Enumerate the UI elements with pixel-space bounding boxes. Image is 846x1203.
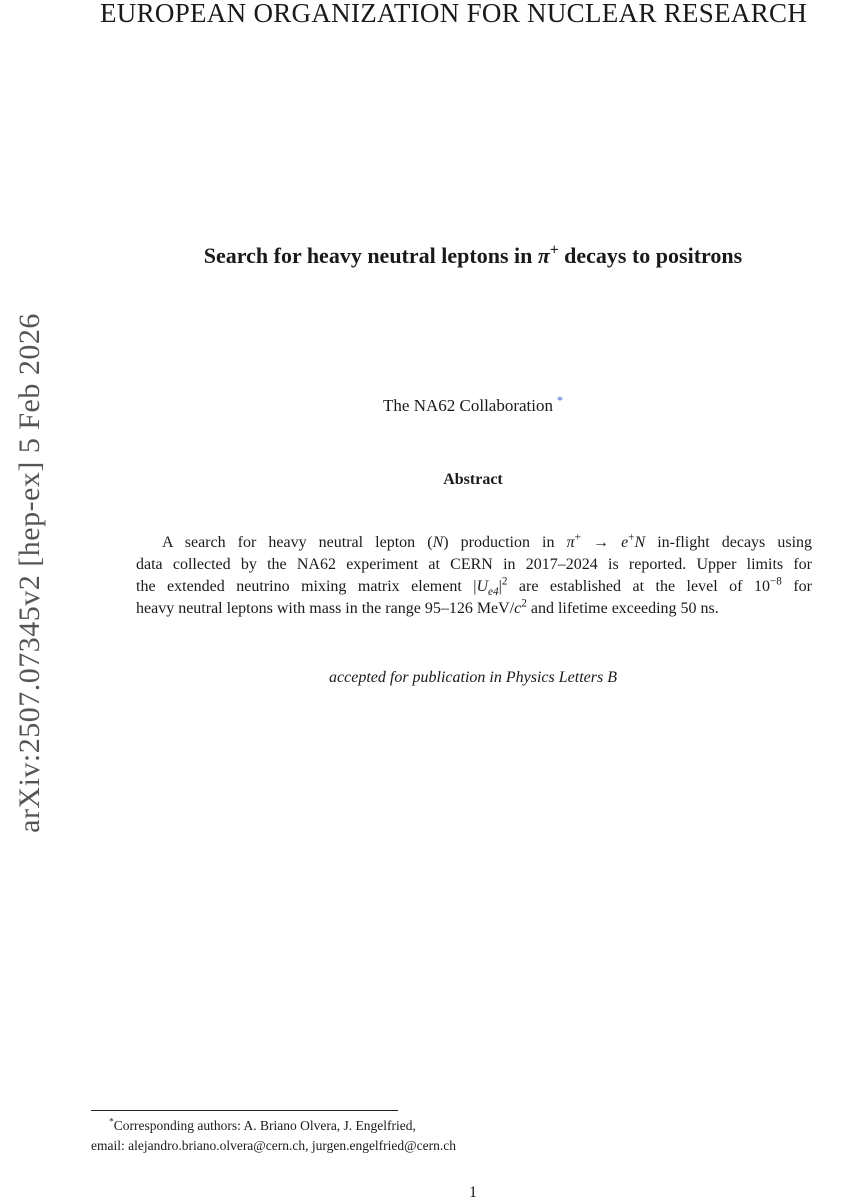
abstract-line-2: data collected by the NA62 experiment at CERN in 2017–2024 is reported. Upper limits for: [136, 556, 812, 573]
abstract-line-4: heavy neutral leptons with mass in the range 95–126 MeV/$c^2$ and lifetime exceeding 50 ns.: [136, 597, 719, 617]
footnote-divider: [91, 1110, 398, 1111]
page-number: 1: [469, 1184, 477, 1201]
abstract-line-3: the extended neutrino mixing matrix element $|U_{e4}|^2$ are established at the level of $10^{-8}$ for: [136, 575, 813, 599]
title-suffix: decays to positrons: [558, 243, 743, 268]
abstract-body: [136, 532, 812, 620]
collaboration-name: The NA62 Collaboration: [383, 396, 553, 415]
footnote-email-line[interactable]: email: alejandro.briano.olvera@cern.ch, jurgen.engelfried@cern.ch: [91, 1138, 456, 1153]
abstract-line-1: A search for heavy neutral lepton (N) production in π+ → e+N in-flight decays using: [162, 531, 813, 551]
publication-note: accepted for publication in Physics Letters B: [329, 669, 617, 686]
title-pi-charge: +: [549, 241, 559, 259]
abstract-heading: Abstract: [443, 471, 503, 488]
organization-header: EUROPEAN ORGANIZATION FOR NUCLEAR RESEARCH: [100, 0, 808, 28]
footnote-mark: *: [109, 1117, 114, 1128]
footnote-line-1: *Corresponding authors: A. Briano Olvera, J. Engelfried,: [109, 1117, 416, 1133]
author-footnote-link[interactable]: *: [557, 393, 563, 408]
title-prefix: Search for heavy neutral leptons in: [203, 243, 538, 268]
arxiv-identifier-stamp[interactable]: arXiv:2507.07345v2 [hep-ex] 5 Feb 2026: [13, 313, 46, 833]
author-line: [100, 395, 846, 417]
title-pi-symbol: π: [537, 243, 550, 268]
paper-title: [100, 240, 846, 272]
corresponding-authors-footnote: [91, 1116, 791, 1156]
